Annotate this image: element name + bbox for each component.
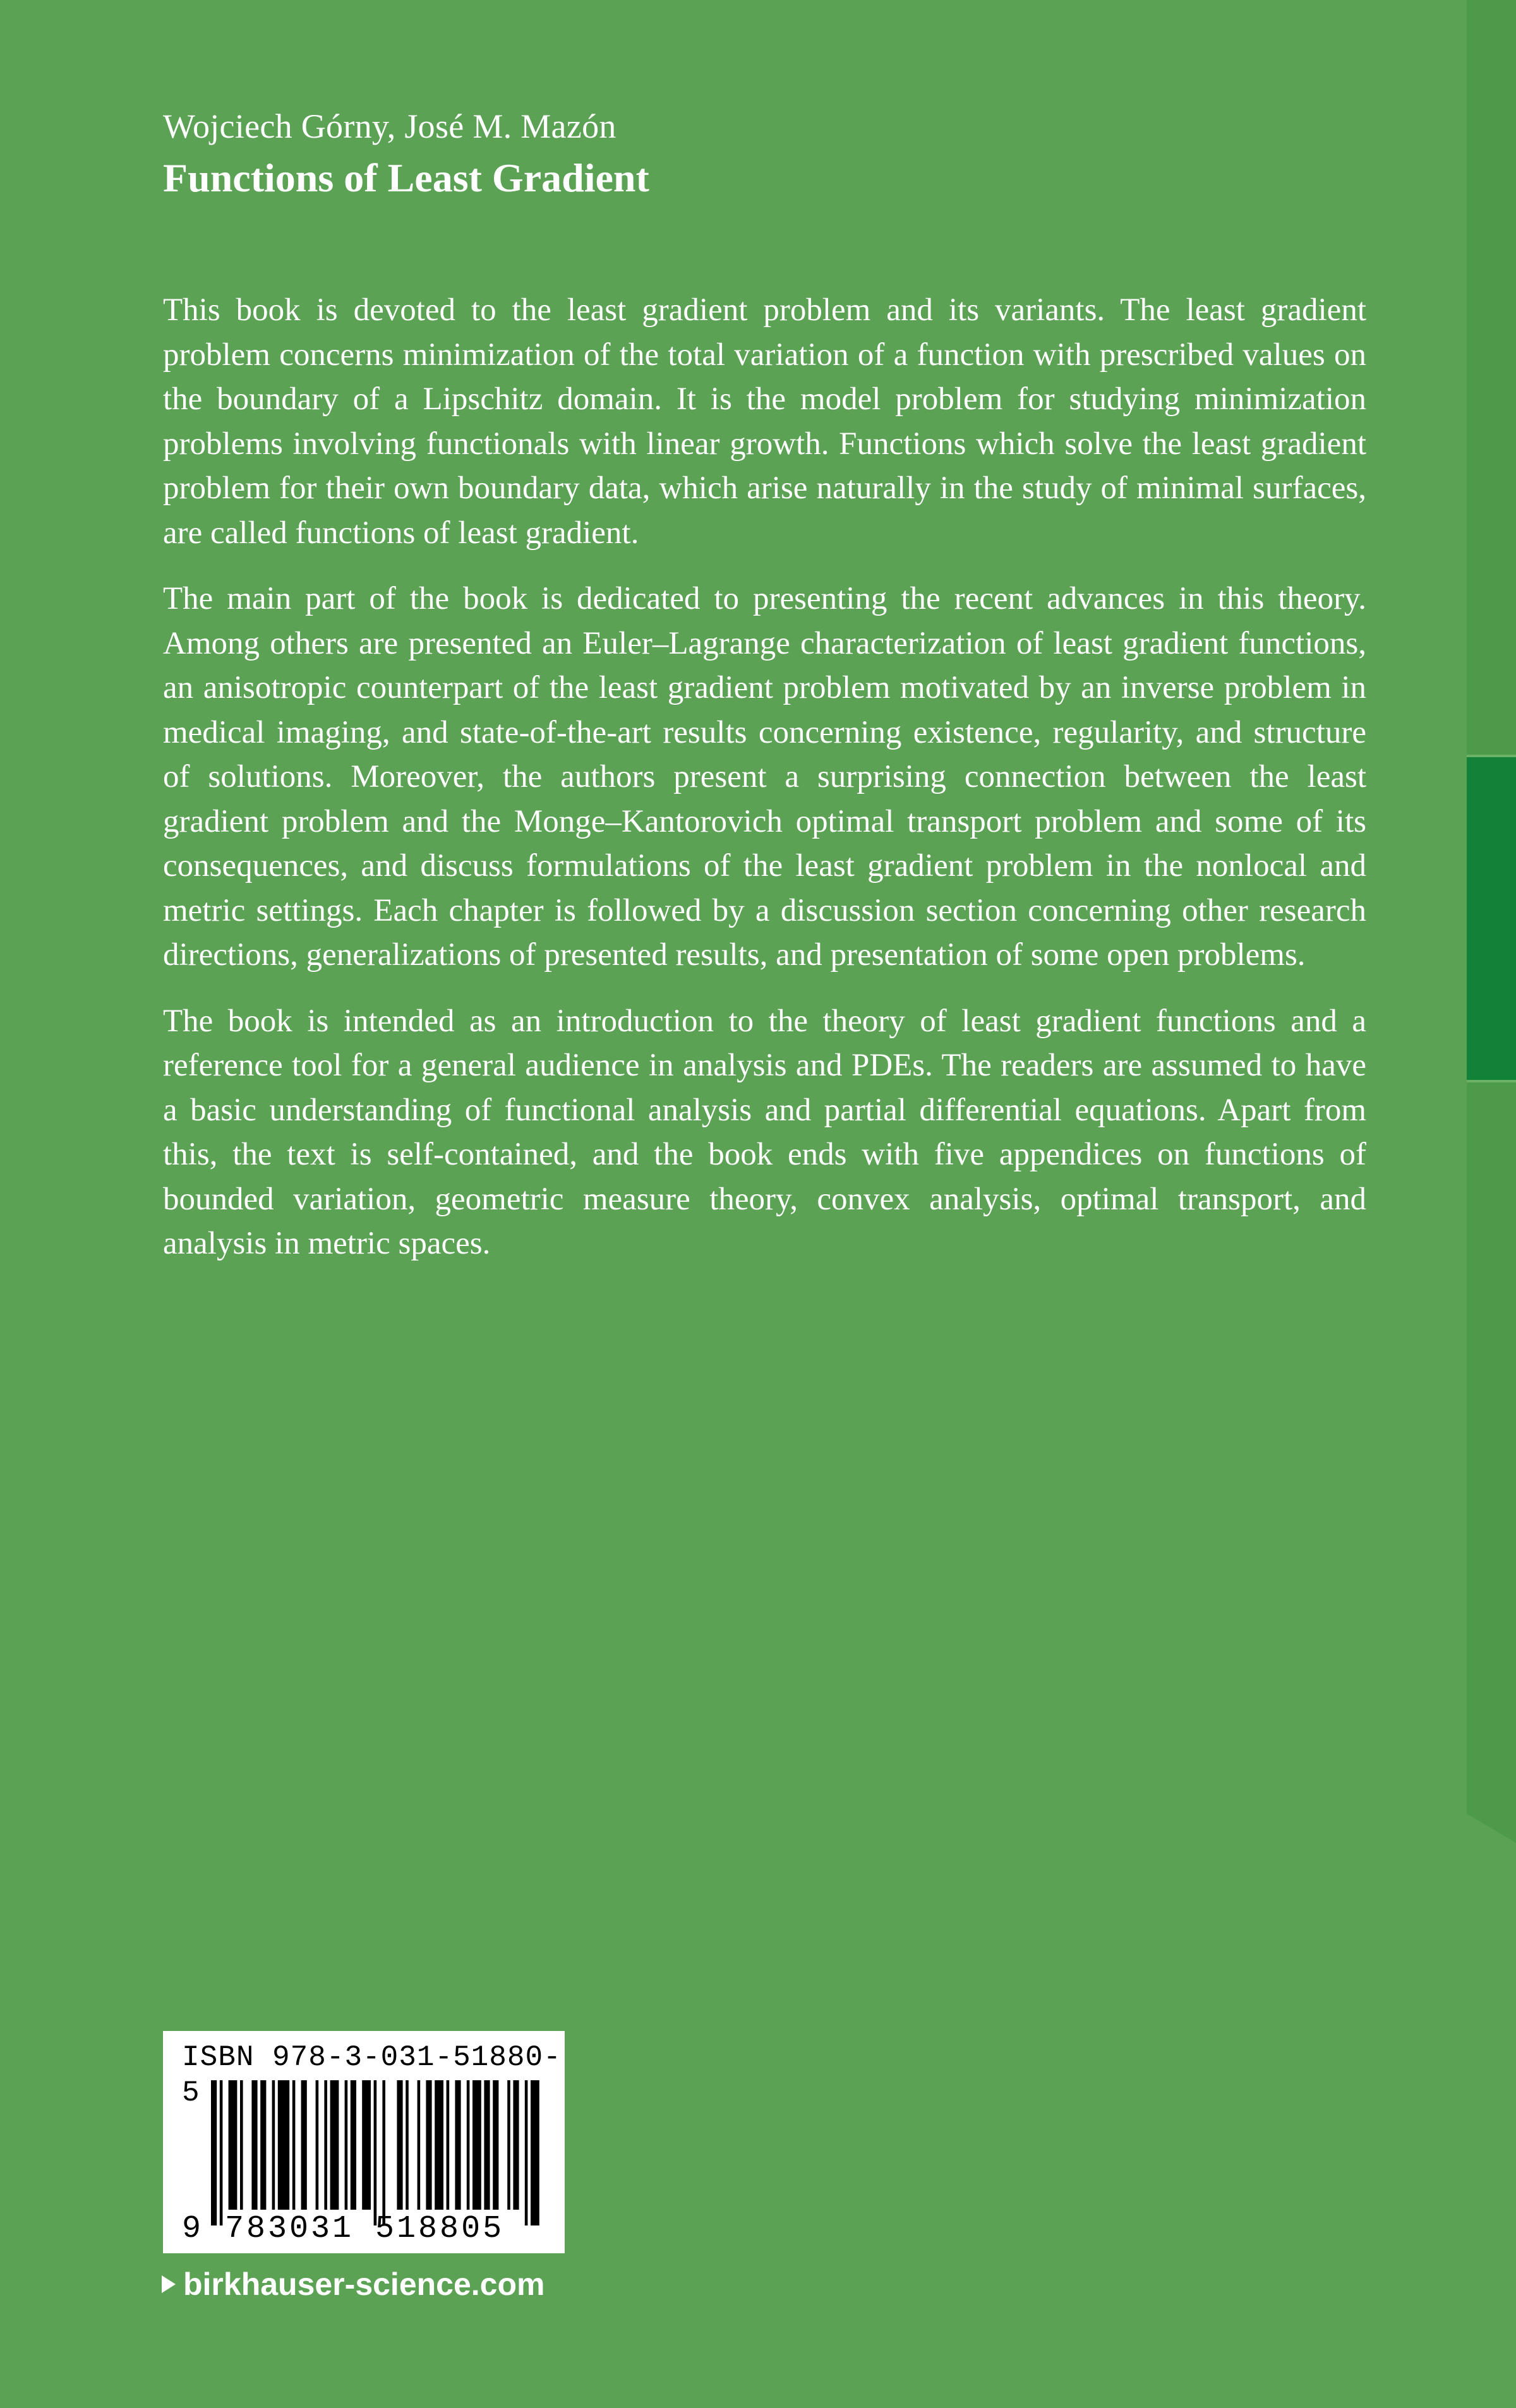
isbn-number: ISBN 978-3-031-51880-5 (182, 2041, 562, 2109)
publisher-website[interactable] (162, 2265, 545, 2304)
spine-accent-band (1467, 757, 1516, 1080)
blurb-paragraph: The main part of the book is dedicated to presenting the recent advances in this theory. Among others are presented an Euler–Lagrange characterization of least gradient functions, an anisotropic counterpart of the least gradient problem motivated by an inverse problem in medical imaging, and state-of-the-art results concerning existence, regularity, and structure of solutions. Moreover, the authors present a surprising connection between the least gradient problem and the Monge–Kantorovich optimal transport problem and some of its consequences, and discuss formulations of the least gradient problem in the nonlocal and metric settings. Each chapter is followed by a discussion section concerning other research directions, generalizations of presented results, and presentation of some open problems. (163, 581, 1366, 973)
spine-edge (1467, 0, 1516, 2408)
arrow-right-icon (162, 2275, 176, 2293)
barcode-digits: 9 783031 518805 (182, 2211, 505, 2247)
spine-divider (1467, 1080, 1516, 1082)
website-text: birkhauser-science.com (183, 2267, 545, 2302)
book-authors: Wojciech Górny, José M. Mazón (163, 107, 617, 145)
blurb-paragraph: This book is devoted to the least gradient problem and its variants. The least gradient problem concerns minimization of the total variation of a function with prescribed values on the boundary of a Lipschitz domain. It is the model problem for studying minimization problems involving functionals with linear growth. Functions which solve the least gradient problem for their own boundary data, which arise naturally in the study of minimal surfaces, are called functions of least gradient. (163, 292, 1366, 551)
back-cover-blurb (163, 288, 1366, 1288)
isbn-barcode-label (163, 2031, 565, 2253)
blurb-paragraph: The book is intended as an introduction to the theory of least gradient functions and a reference tool for a general audience in analysis and PDEs. The readers are assumed to have a basic understanding of functional analysis and partial differential equations. Apart from this, the text is self-contained, and the book ends with five appendices on functions of bounded variation, geometric measure theory, convex analysis, optimal transport, and analysis in metric spaces. (163, 1003, 1366, 1261)
book-title: Functions of Least Gradient (163, 155, 649, 200)
